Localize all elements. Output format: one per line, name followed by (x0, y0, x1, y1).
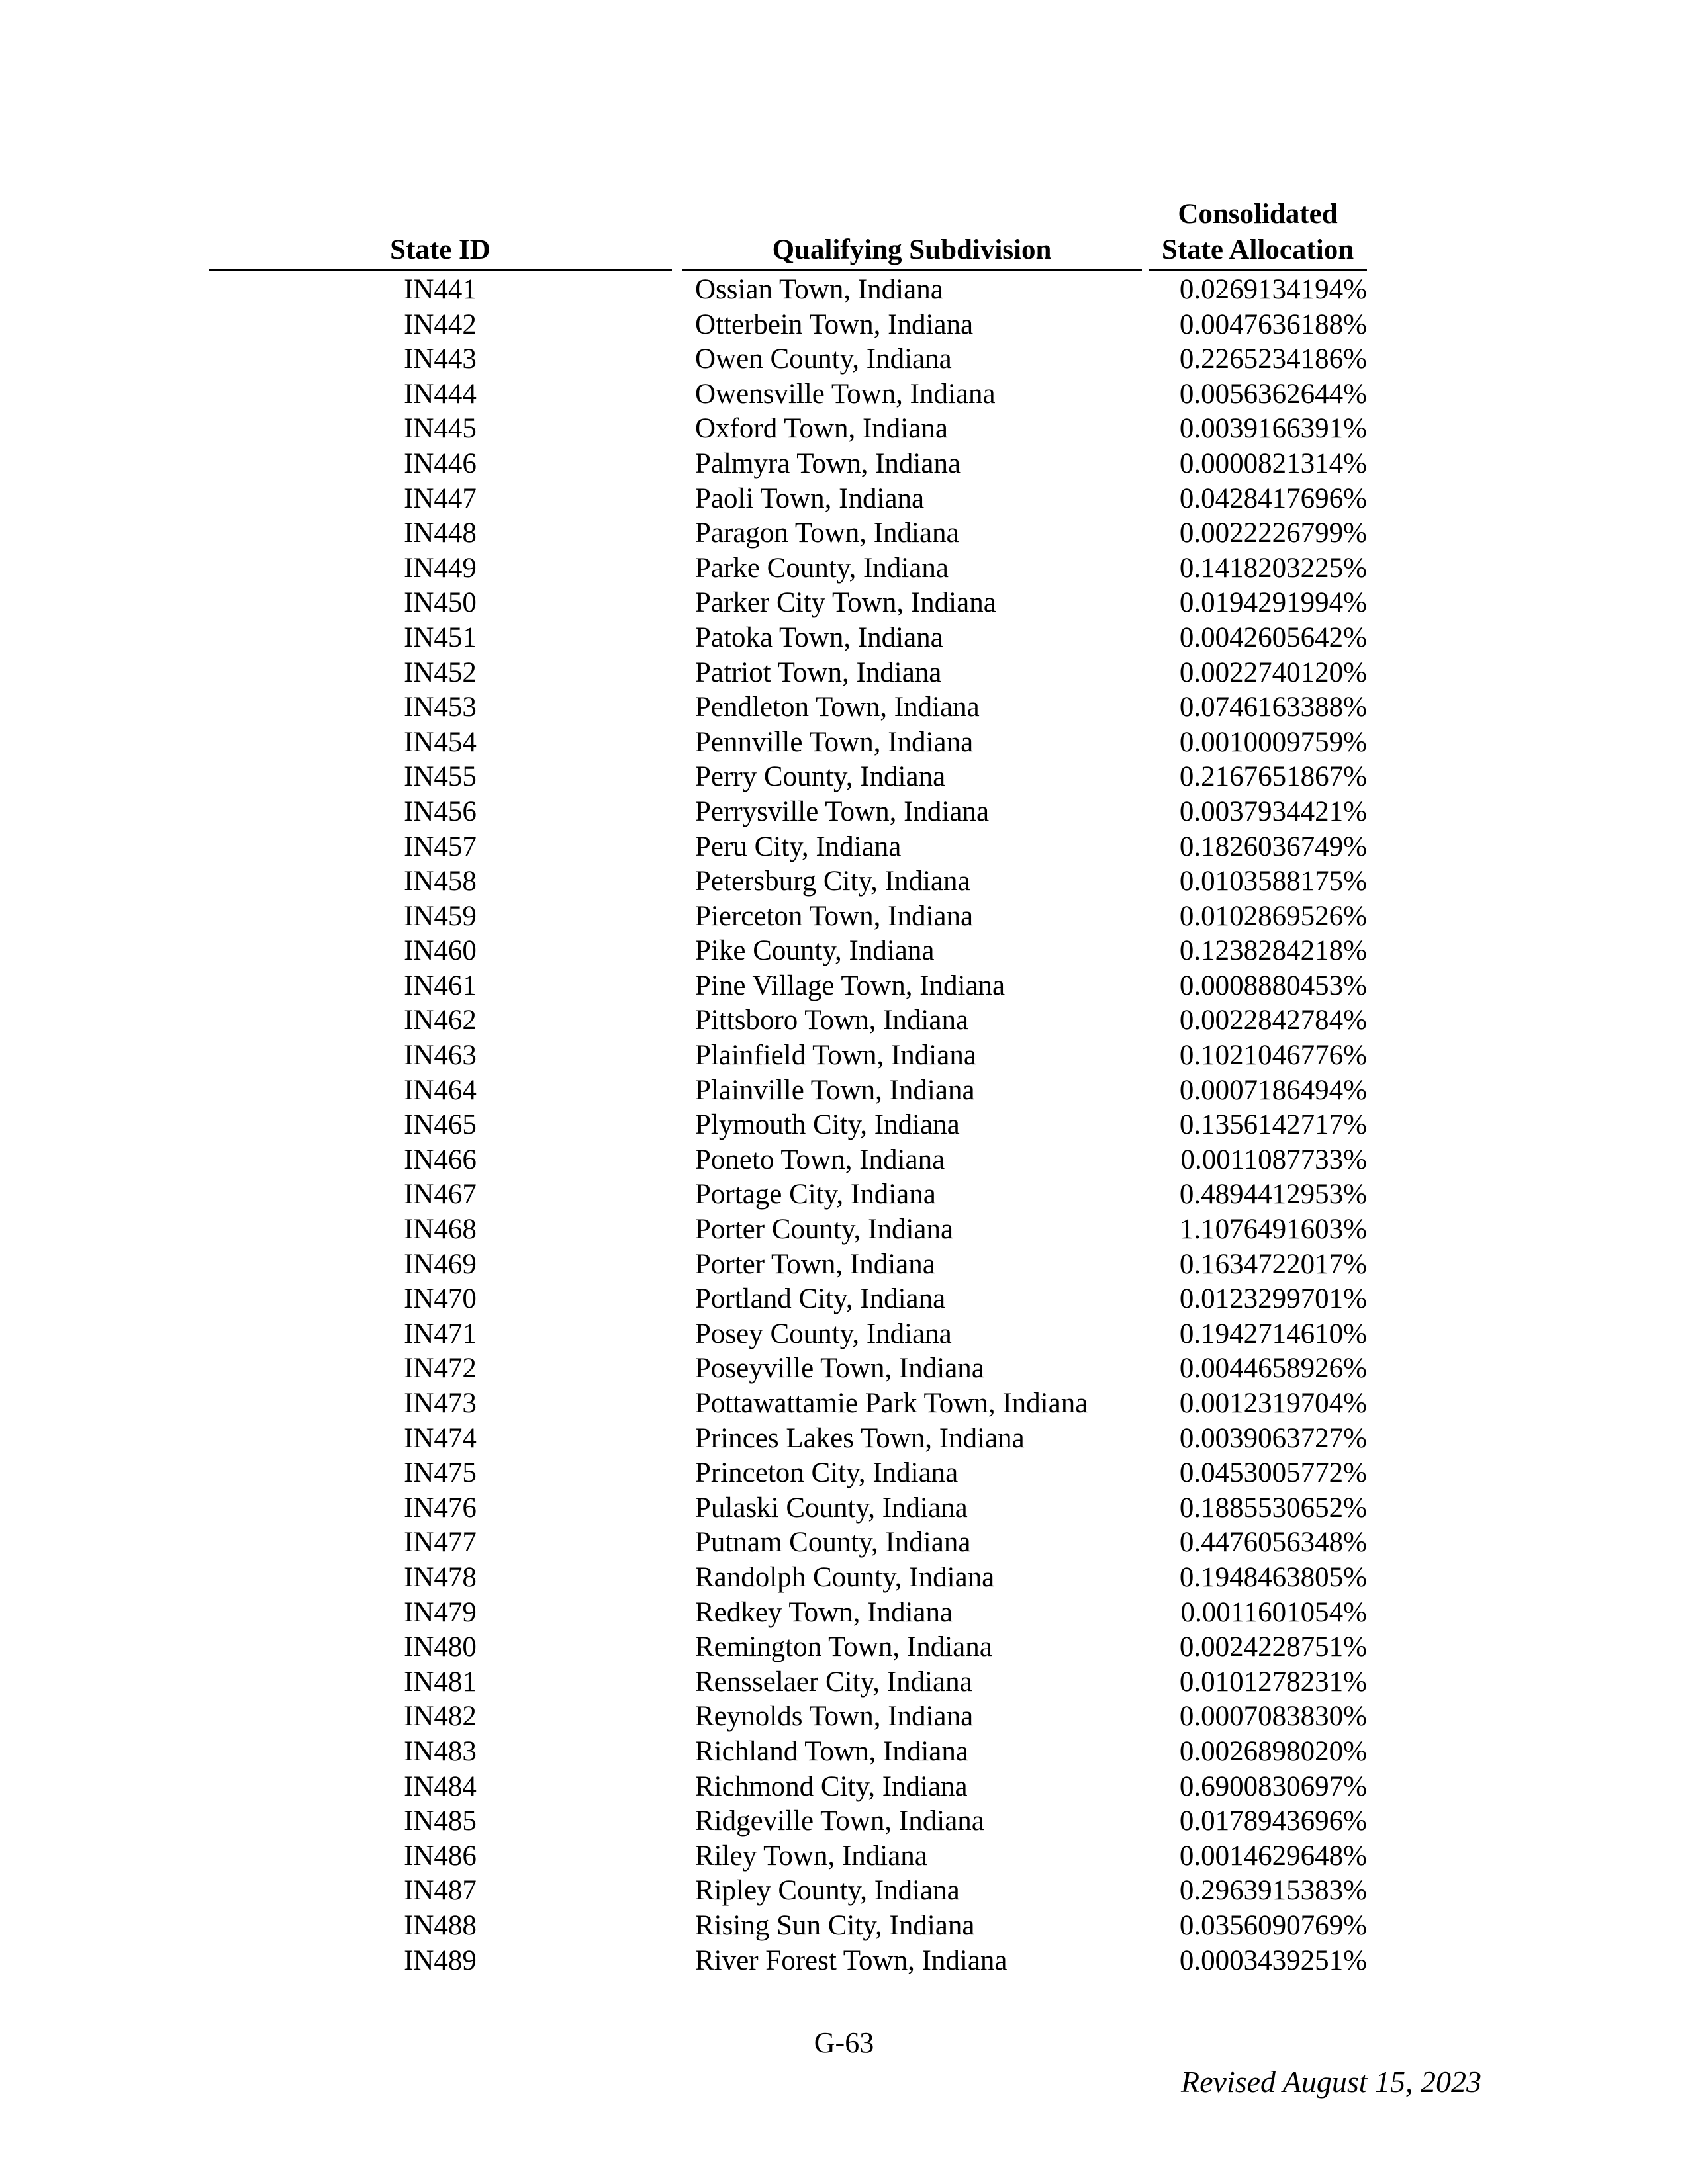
subdivision-cell: Plymouth City, Indiana (695, 1109, 960, 1141)
state-id-cell: IN489 (404, 1944, 477, 1976)
header-rule-state-id (209, 269, 672, 271)
allocation-cell: 0.0194291994% (1179, 587, 1367, 619)
allocation-cell: 0.0102869526% (1179, 900, 1367, 932)
state-id-cell: IN474 (404, 1422, 477, 1454)
state-id-cell: IN459 (404, 900, 477, 932)
allocation-cell: 0.1826036749% (1179, 831, 1367, 862)
state-id-cell: IN482 (404, 1701, 477, 1733)
state-id-cell: IN487 (404, 1875, 477, 1907)
subdivision-cell: Plainfield Town, Indiana (695, 1040, 976, 1071)
state-id-cell: IN465 (404, 1109, 477, 1141)
state-id-cell: IN468 (404, 1214, 477, 1246)
state-id-cell: IN476 (404, 1492, 477, 1524)
state-id-cell: IN455 (404, 761, 477, 793)
table-row (0, 1073, 1688, 1109)
table-row (0, 1665, 1688, 1700)
revision-date: Revised August 15, 2023 (1181, 2065, 1481, 2099)
state-id-cell: IN452 (404, 657, 477, 688)
table-row (0, 1212, 1688, 1248)
table-row (0, 1770, 1688, 1805)
state-id-cell: IN454 (404, 726, 477, 758)
table-row (0, 1351, 1688, 1387)
allocation-cell: 0.6900830697% (1179, 1770, 1367, 1802)
subdivision-cell: Owensville Town, Indiana (695, 378, 996, 410)
table-row (0, 1630, 1688, 1665)
allocation-cell: 0.2265234186% (1179, 343, 1367, 375)
state-id-cell: IN475 (404, 1457, 477, 1489)
subdivision-cell: Poneto Town, Indiana (695, 1144, 945, 1175)
subdivision-cell: Plainville Town, Indiana (695, 1074, 975, 1106)
header-rule-allocation (1149, 269, 1367, 271)
header-allocation-line1: Consolidated (1178, 199, 1338, 230)
state-id-cell: IN460 (404, 935, 477, 967)
table-row (0, 1700, 1688, 1735)
subdivision-cell: Pike County, Indiana (695, 935, 935, 967)
subdivision-cell: Paragon Town, Indiana (695, 518, 959, 549)
table-row (0, 621, 1688, 656)
allocation-cell: 0.0178943696% (1179, 1805, 1367, 1837)
state-id-cell: IN473 (404, 1388, 477, 1419)
allocation-cell: 0.0356090769% (1179, 1909, 1367, 1941)
subdivision-cell: Pottawattamie Park Town, Indiana (695, 1388, 1088, 1419)
state-id-cell: IN478 (404, 1561, 477, 1593)
subdivision-cell: Patriot Town, Indiana (695, 657, 942, 688)
allocation-cell: 0.0101278231% (1179, 1666, 1367, 1698)
table-row (0, 934, 1688, 969)
state-id-cell: IN458 (404, 866, 477, 897)
state-id-cell: IN484 (404, 1770, 477, 1802)
allocation-cell: 0.2167651867% (1179, 761, 1367, 793)
state-id-cell: IN467 (404, 1179, 477, 1210)
subdivision-cell: Parker City Town, Indiana (695, 587, 996, 619)
table-row (0, 1177, 1688, 1212)
table-row (0, 1735, 1688, 1770)
allocation-cell: 0.0039166391% (1179, 413, 1367, 445)
table-row (0, 1839, 1688, 1874)
allocation-cell: 0.0026898020% (1179, 1735, 1367, 1767)
allocation-cell: 0.0123299701% (1179, 1283, 1367, 1315)
allocation-cell: 0.0000821314% (1179, 447, 1367, 479)
allocation-cell: 0.0039063727% (1179, 1422, 1367, 1454)
allocation-cell: 0.0453005772% (1179, 1457, 1367, 1489)
allocation-cell: 0.0014629648% (1179, 1840, 1367, 1872)
allocation-cell: 0.4894412953% (1179, 1179, 1367, 1210)
table-row (0, 1561, 1688, 1596)
subdivision-cell: Ossian Town, Indiana (695, 274, 943, 305)
state-id-cell: IN485 (404, 1805, 477, 1837)
state-id-cell: IN464 (404, 1074, 477, 1106)
subdivision-cell: Remington Town, Indiana (695, 1631, 992, 1663)
allocation-cell: 0.0037934421% (1179, 796, 1367, 827)
allocation-cell: 0.0044658926% (1179, 1353, 1367, 1385)
subdivision-cell: Richland Town, Indiana (695, 1735, 968, 1767)
table-row (0, 1282, 1688, 1317)
subdivision-cell: Portage City, Indiana (695, 1179, 936, 1210)
table-row (0, 1596, 1688, 1631)
allocation-cell: 0.0022740120% (1179, 657, 1367, 688)
page-number: G-63 (814, 2026, 874, 2059)
allocation-cell: 0.1634722017% (1179, 1248, 1367, 1280)
state-id-cell: IN488 (404, 1909, 477, 1941)
table-row (0, 1108, 1688, 1143)
state-id-cell: IN472 (404, 1353, 477, 1385)
allocation-cell: 0.0022842784% (1179, 1005, 1367, 1036)
table-row (0, 864, 1688, 899)
subdivision-cell: Pendleton Town, Indiana (695, 692, 980, 723)
subdivision-cell: Princeton City, Indiana (695, 1457, 959, 1489)
subdivision-cell: Pittsboro Town, Indiana (695, 1005, 969, 1036)
state-id-cell: IN483 (404, 1735, 477, 1767)
subdivision-cell: Ridgeville Town, Indiana (695, 1805, 984, 1837)
table-row (0, 377, 1688, 412)
table-row (0, 1491, 1688, 1526)
state-id-cell: IN471 (404, 1318, 477, 1349)
subdivision-cell: Riley Town, Indiana (695, 1840, 927, 1872)
allocation-cell: 0.0011087733% (1180, 1144, 1367, 1175)
subdivision-cell: Putnam County, Indiana (695, 1527, 971, 1559)
subdivision-cell: Randolph County, Indiana (695, 1561, 995, 1593)
subdivision-cell: Portland City, Indiana (695, 1283, 946, 1315)
allocation-cell: 0.0007083830% (1179, 1701, 1367, 1733)
allocation-cell: 0.4476056348% (1179, 1527, 1367, 1559)
subdivision-cell: Pine Village Town, Indiana (695, 970, 1006, 1001)
allocation-cell: 0.2963915383% (1179, 1875, 1367, 1907)
subdivision-cell: Peru City, Indiana (695, 831, 902, 862)
allocation-table-body (0, 273, 1688, 1978)
allocation-cell: 0.1948463805% (1179, 1561, 1367, 1593)
state-id-cell: IN469 (404, 1248, 477, 1280)
state-id-cell: IN481 (404, 1666, 477, 1698)
allocation-cell: 0.0011601054% (1180, 1596, 1367, 1628)
header-qualifying-subdivision: Qualifying Subdivision (772, 234, 1052, 265)
subdivision-cell: Pennville Town, Indiana (695, 726, 974, 758)
subdivision-cell: Posey County, Indiana (695, 1318, 952, 1349)
state-id-cell: IN462 (404, 1005, 477, 1036)
state-id-cell: IN486 (404, 1840, 477, 1872)
table-row (0, 273, 1688, 308)
header-consolidated-state-allocation (1149, 197, 1367, 268)
allocation-cell: 0.0010009759% (1179, 726, 1367, 758)
table-row (0, 1038, 1688, 1073)
subdivision-cell: Otterbein Town, Indiana (695, 308, 974, 340)
table-row (0, 342, 1688, 377)
state-id-cell: IN447 (404, 482, 477, 514)
state-id-cell: IN451 (404, 621, 477, 653)
subdivision-cell: Redkey Town, Indiana (695, 1596, 953, 1628)
allocation-cell: 0.1942714610% (1179, 1318, 1367, 1349)
allocation-cell: 0.0269134194% (1179, 274, 1367, 305)
table-row (0, 447, 1688, 482)
allocation-cell: 0.0024228751% (1179, 1631, 1367, 1663)
allocation-cell: 0.0746163388% (1179, 692, 1367, 723)
allocation-cell: 0.0056362644% (1179, 378, 1367, 410)
subdivision-cell: Paoli Town, Indiana (695, 482, 925, 514)
state-id-cell: IN461 (404, 970, 477, 1001)
table-row (0, 1248, 1688, 1283)
table-row (0, 482, 1688, 517)
table-row (0, 308, 1688, 343)
table-row (0, 725, 1688, 760)
state-id-cell: IN470 (404, 1283, 477, 1315)
table-row (0, 1387, 1688, 1422)
table-row (0, 656, 1688, 691)
table-row (0, 1317, 1688, 1352)
subdivision-cell: Pierceton Town, Indiana (695, 900, 974, 932)
subdivision-cell: Porter Town, Indiana (695, 1248, 935, 1280)
subdivision-cell: Porter County, Indiana (695, 1214, 954, 1246)
table-row (0, 1422, 1688, 1457)
allocation-cell: 0.0007186494% (1179, 1074, 1367, 1106)
state-id-cell: IN443 (404, 343, 477, 375)
state-id-cell: IN450 (404, 587, 477, 619)
table-row (0, 690, 1688, 725)
table-row (0, 1874, 1688, 1909)
subdivision-cell: Princes Lakes Town, Indiana (695, 1422, 1025, 1454)
table-row (0, 1456, 1688, 1491)
table-row (0, 586, 1688, 621)
table-row (0, 1143, 1688, 1178)
table-row (0, 1525, 1688, 1561)
state-id-cell: IN479 (404, 1596, 477, 1628)
state-id-cell: IN445 (404, 413, 477, 445)
state-id-cell: IN477 (404, 1527, 477, 1559)
subdivision-cell: Owen County, Indiana (695, 343, 952, 375)
subdivision-cell: River Forest Town, Indiana (695, 1944, 1008, 1976)
header-state-id: State ID (390, 234, 491, 265)
state-id-cell: IN449 (404, 552, 477, 584)
table-row (0, 1804, 1688, 1839)
table-row (0, 516, 1688, 551)
table-row (0, 1909, 1688, 1944)
state-id-cell: IN463 (404, 1040, 477, 1071)
allocation-cell: 0.1356142717% (1179, 1109, 1367, 1141)
table-row (0, 760, 1688, 795)
subdivision-cell: Reynolds Town, Indiana (695, 1701, 974, 1733)
subdivision-cell: Parke County, Indiana (695, 552, 949, 584)
state-id-cell: IN442 (404, 308, 477, 340)
table-row (0, 830, 1688, 865)
allocation-cell: 0.1238284218% (1179, 935, 1367, 967)
table-row (0, 412, 1688, 447)
allocation-cell: 0.0012319704% (1179, 1388, 1367, 1419)
subdivision-cell: Petersburg City, Indiana (695, 866, 970, 897)
subdivision-cell: Richmond City, Indiana (695, 1770, 968, 1802)
subdivision-cell: Perry County, Indiana (695, 761, 946, 793)
allocation-cell: 0.0047636188% (1179, 308, 1367, 340)
allocation-cell: 0.0022226799% (1179, 518, 1367, 549)
header-allocation-line2: State Allocation (1161, 234, 1354, 265)
allocation-cell: 0.1021046776% (1179, 1040, 1367, 1071)
allocation-cell: 1.1076491603% (1179, 1214, 1367, 1246)
state-id-cell: IN466 (404, 1144, 477, 1175)
state-id-cell: IN441 (404, 274, 477, 305)
allocation-cell: 0.1418203225% (1179, 552, 1367, 584)
allocation-cell: 0.0042605642% (1179, 621, 1367, 653)
table-row (0, 1003, 1688, 1038)
allocation-cell: 0.0103588175% (1179, 866, 1367, 897)
subdivision-cell: Patoka Town, Indiana (695, 621, 943, 653)
state-id-cell: IN453 (404, 692, 477, 723)
subdivision-cell: Rising Sun City, Indiana (695, 1909, 975, 1941)
state-id-cell: IN446 (404, 447, 477, 479)
allocation-cell: 0.1885530652% (1179, 1492, 1367, 1524)
state-id-cell: IN457 (404, 831, 477, 862)
subdivision-cell: Pulaski County, Indiana (695, 1492, 968, 1524)
allocation-cell: 0.0008880453% (1179, 970, 1367, 1001)
table-row (0, 899, 1688, 934)
state-id-cell: IN456 (404, 796, 477, 827)
subdivision-cell: Oxford Town, Indiana (695, 413, 948, 445)
subdivision-cell: Rensselaer City, Indiana (695, 1666, 972, 1698)
subdivision-cell: Poseyville Town, Indiana (695, 1353, 984, 1385)
allocation-cell: 0.0003439251% (1179, 1944, 1367, 1976)
table-row (0, 969, 1688, 1004)
subdivision-cell: Perrysville Town, Indiana (695, 796, 990, 827)
table-row (0, 795, 1688, 830)
header-rule-subdivision (682, 269, 1142, 271)
state-id-cell: IN448 (404, 518, 477, 549)
table-row (0, 1944, 1688, 1979)
subdivision-cell: Ripley County, Indiana (695, 1875, 960, 1907)
allocation-cell: 0.0428417696% (1179, 482, 1367, 514)
state-id-cell: IN480 (404, 1631, 477, 1663)
subdivision-cell: Palmyra Town, Indiana (695, 447, 961, 479)
state-id-cell: IN444 (404, 378, 477, 410)
table-row (0, 551, 1688, 586)
